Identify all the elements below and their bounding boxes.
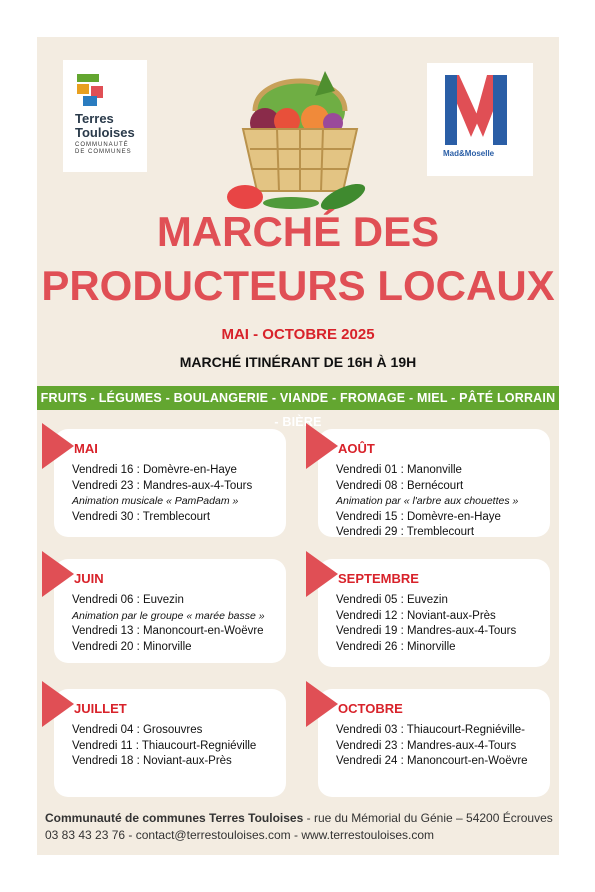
schedule-line: Vendredi 15 : Domèvre-en-Haye — [336, 510, 501, 523]
schedule-line: Vendredi 06 : Euvezin — [72, 594, 184, 606]
schedule-line: Vendredi 08 : Bernécourt — [336, 479, 464, 492]
vegetable-basket-illustration — [215, 51, 385, 221]
arrow-marker-icon — [306, 681, 338, 727]
logo-sub-line2: DE COMMUNES — [75, 149, 132, 155]
arrow-marker-icon — [42, 423, 74, 469]
logo-mad-moselle-name: Mad&Moselle — [443, 149, 495, 158]
month-card-mai — [54, 429, 286, 537]
title-line2: PRODUCTEURS LOCAUX — [41, 262, 555, 309]
schedule-line: Vendredi 20 : Minorville — [72, 640, 192, 653]
month-card-septembre — [318, 559, 550, 667]
arrow-marker-icon — [306, 551, 338, 597]
month-title: OCTOBRE — [338, 701, 403, 716]
mad-moselle-logo — [427, 63, 533, 176]
schedule-line: Vendredi 04 : Grosouvres — [72, 724, 203, 736]
schedule-line: Vendredi 12 : Noviant-aux-Près — [336, 609, 496, 622]
schedule-line: Vendredi 26 : Minorville — [336, 640, 456, 653]
month-card-octobre — [318, 689, 550, 797]
animation-line: Animation musicale « PamPadam » — [72, 495, 239, 507]
month-card-juillet — [54, 689, 286, 797]
month-title: AOÛT — [338, 441, 375, 456]
footer-org: Communauté de communes Terres Touloises — [45, 811, 304, 825]
arrow-marker-icon — [42, 681, 74, 727]
month-card-aout — [318, 429, 550, 537]
arrow-marker-icon — [42, 551, 74, 597]
month-title: SEPTEMBRE — [338, 571, 419, 586]
month-card-juin — [54, 559, 286, 663]
title-line1: MARCHÉ DES — [156, 208, 440, 255]
arrow-marker-icon — [306, 423, 338, 469]
schedule-line: Vendredi 05 : Euvezin — [336, 594, 448, 606]
schedule-line: Vendredi 30 : Tremblecourt — [72, 510, 211, 523]
market-hours: MARCHÉ ITINÉRANT DE 16H À 19H — [179, 354, 417, 370]
schedule-line: Vendredi 01 : Manonville — [336, 464, 462, 476]
schedule-line: Vendredi 29 : Tremblecourt — [336, 526, 475, 538]
animation-line: Animation par le groupe « marée basse » — [72, 609, 265, 622]
schedule-line: Vendredi 19 : Mandres-aux-4-Tours — [336, 625, 517, 637]
schedule-line: Vendredi 11 : Thiaucourt-Regniéville — [72, 739, 257, 752]
month-title: JUIN — [74, 571, 104, 586]
schedule-line: Vendredi 13 : Manoncourt-en-Woëvre — [72, 625, 264, 637]
schedule-line: Vendredi 18 : Noviant-aux-Près — [72, 755, 232, 767]
footer-street: - rue du Mémorial du Génie – 54200 Écrouves — [303, 811, 553, 825]
month-title: JUILLET — [74, 701, 127, 716]
poster — [37, 37, 559, 855]
footer-contact: 03 83 43 23 76 - contact@terrestouloises.com - www.terrestouloises.com — [45, 828, 435, 842]
season-dates: MAI - OCTOBRE 2025 — [221, 326, 375, 343]
schedule-line: Vendredi 24 : Manoncourt-en-Woëvre — [336, 755, 528, 767]
logo-sub-line1: COMMUNAUTÉ — [75, 142, 129, 148]
mad-moselle-logo-icon — [427, 63, 533, 153]
schedule-line: Vendredi 16 : Domèvre-en-Haye — [72, 464, 237, 476]
schedule-line: Vendredi 03 : Thiaucourt-Regniéville- — [336, 724, 526, 736]
terres-touloises-logo — [63, 60, 147, 172]
animation-line: Animation par « l'arbre aux chouettes » — [336, 495, 519, 507]
month-title: MAI — [74, 441, 98, 456]
logo-name-line2: Touloises — [75, 125, 135, 140]
schedule-line: Vendredi 23 : Mandres-aux-4-Tours — [72, 479, 253, 492]
schedule-line: Vendredi 23 : Mandres-aux-4-Tours — [336, 739, 517, 752]
footer-address — [45, 811, 553, 825]
logo-name-line1: Terres — [75, 111, 114, 126]
products-band: FRUITS - LÉGUMES - BOULANGERIE - VIANDE - FROMAGE - MIEL - PÂTÉ LORRAIN - BIÈRE — [37, 386, 559, 410]
